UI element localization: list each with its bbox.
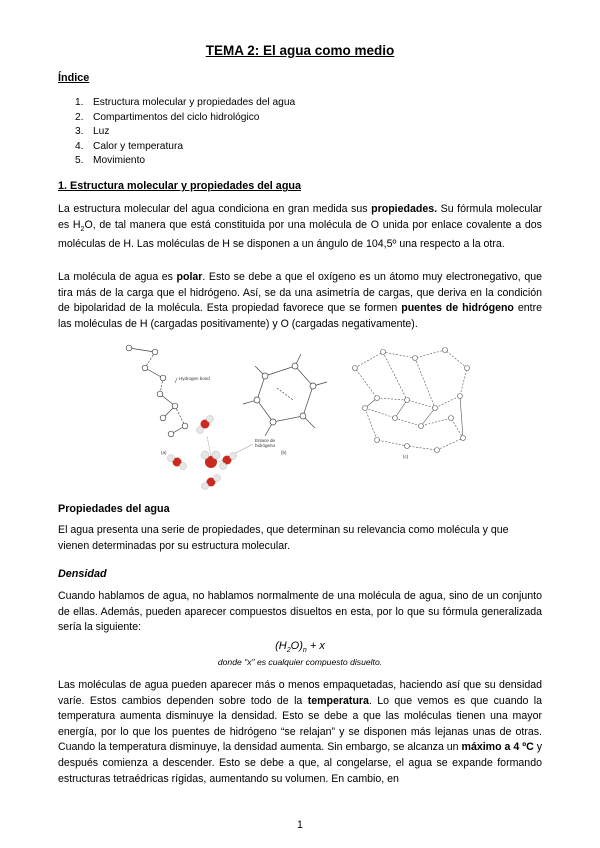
properties-heading: Propiedades del agua bbox=[58, 503, 170, 515]
index-list bbox=[75, 96, 295, 169]
index-heading: Índice bbox=[58, 72, 90, 84]
page-title: TEMA 2: El agua como medio bbox=[205, 43, 395, 58]
panel-c-diagram bbox=[353, 348, 470, 453]
index-item: 4. Calor y temperatura bbox=[75, 140, 184, 152]
paragraph-density-intro: Cuando hablamos de agua, no hablamos normalmente de una molécula de agua, sino de un conjunto de ellas. Además, pueden aparecer compuestos disueltos en esta, por lo que su fórmula generalizada sería la siguiente: bbox=[58, 590, 542, 634]
panel-b-label: (b) bbox=[281, 450, 287, 455]
index-item: 1. Estructura molecular y propiedades del agua bbox=[75, 97, 296, 108]
paragraph-density-temperature: Las moléculas de agua pueden aparecer más o menos empaquetadas, haciendo así que su densidad varíe. Estos cambios dependen sobre todo de la temperatura. Lo que vemos es que cuando la temperatura aumenta disminuye la densidad. Esto se debe a que las moléculas tienen una mayor energía, por lo que los puentes de hidrógeno “se relajan” y se disponen más lejanas unas de otras. Cuando la temperatura disminuye, la densidad aumenta. Sin embargo, se alcanza un máximo a 4 ºC y después comienza a descender. Esto se debe a que, al congelarse, el agua se expande formando estructuras tetraédricas rígidas, aumentando su volumen. En cambio, en bbox=[58, 679, 543, 785]
index-item: 2. Compartimentos del ciclo hidrológico bbox=[75, 111, 260, 123]
panel-a-label: (a) bbox=[161, 450, 167, 455]
panel-c-label: (c) bbox=[403, 454, 409, 459]
density-heading: Densidad bbox=[58, 568, 107, 580]
enlace-label-line1: Enlace de bbox=[255, 438, 276, 443]
water-formula: $(H_2O)_n + x$ bbox=[275, 640, 325, 655]
index-item: 3. Luz bbox=[75, 126, 110, 137]
paragraph-molecular-structure: La estructura molecular del agua condiciona en gran medida sus propiedades. Su fórmula molecular es $H_2O$, de tal manera que está constituida por una molécula de O unida por enlace covalente a dos moléculas de H. Las moléculas de H se disponen a un ángulo de 104,5º una respecto a la otra. bbox=[58, 203, 542, 251]
hydrogen-bond-figure bbox=[115, 338, 500, 493]
water-molecules-3d-image bbox=[168, 416, 254, 490]
page-number: 1 bbox=[297, 819, 303, 831]
panel-b-diagram bbox=[243, 354, 327, 436]
paragraph-polarity: La molécula de agua es polar. Esto se debe a que el oxígeno es un átomo muy electronegativo, que tira más de la carga que el hidrógeno. Así, se da una asimetría de cargas, que deriva en la condición de bipolaridad de la molécula. Esta propiedad favorece que se formen puentes de hidrógeno entre las moléculas de H (cargadas positivamente) y O (cargadas negativamente). bbox=[58, 271, 543, 330]
enlace-label-line2: hidrógeno bbox=[255, 443, 276, 448]
section-1-heading: 1. Estructura molecular y propiedades del agua bbox=[58, 180, 302, 192]
panel-a-diagram bbox=[126, 345, 188, 437]
hydrogen-bond-label: Hydrogen bond bbox=[179, 376, 210, 381]
paragraph-properties-intro: El agua presenta una serie de propiedades, que determinan su relevancia como molécula y que vienen determinadas por su estructura molecular. bbox=[58, 524, 509, 552]
formula-note: donde "x" es cualquier compuesto disuelto. bbox=[217, 657, 383, 667]
index-item: 5. Movimiento bbox=[75, 155, 146, 166]
